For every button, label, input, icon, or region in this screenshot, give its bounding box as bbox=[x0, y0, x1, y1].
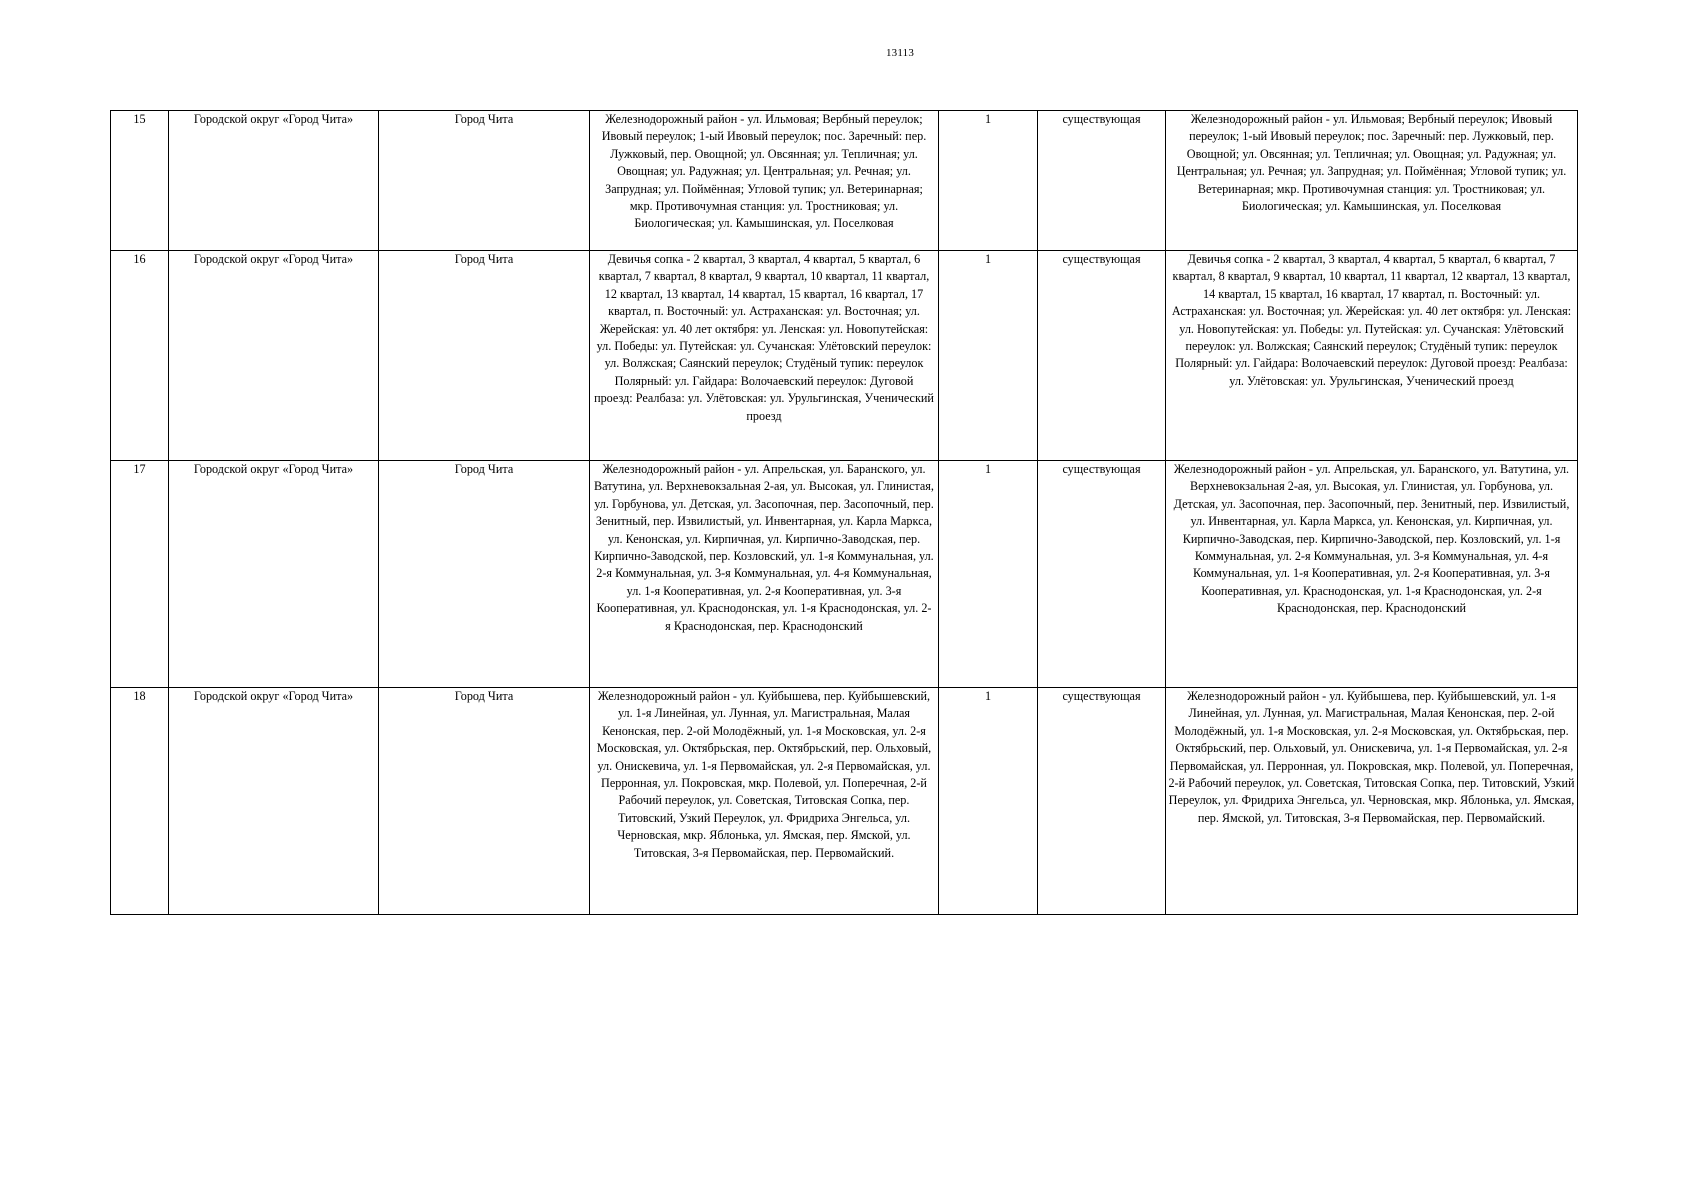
table-row bbox=[111, 111, 1578, 251]
status-cell: существующая bbox=[1038, 251, 1166, 461]
row-number: 17 bbox=[111, 461, 169, 688]
district-cell: Городской округ «Город Чита» bbox=[169, 688, 379, 915]
streets-result-cell: Железнодорожный район - ул. Апрельская, ул. Баранского, ул. Ватутина, ул. Верхневокзальная 2-ая, ул. Высокая, ул. Глинистая, ул. Горбунова, ул. Детская, ул. Засопочная, пер. Засопочный, пер. Зенитный, пер. Извилистый, ул. Инвентарная, ул. Карла Маркса, ул. Кенонская, ул. Кирпичная, ул. Кирпично-Заводская, пер. Кирпично-Заводской, пер. Козловский, ул. 1-я Коммунальная, ул. 2-я Коммунальная, ул. 3-я Коммунальная, ул. 4-я Коммунальная, ул. 1-я Кооперативная, ул. 2-я Кооперативная, ул. 3-я Кооперативная, ул. Краснодонская, ул. 1-я Краснодонская, ул. 2-я Краснодонская, пер. Краснодонский bbox=[1166, 461, 1578, 688]
count-cell: 1 bbox=[939, 688, 1038, 915]
district-cell: Городской округ «Город Чита» bbox=[169, 461, 379, 688]
status-cell: существующая bbox=[1038, 688, 1166, 915]
settlement-cell: Город Чита bbox=[379, 688, 590, 915]
count-cell: 1 bbox=[939, 111, 1038, 251]
streets-cell: Девичья сопка - 2 квартал, 3 квартал, 4 квартал, 5 квартал, 6 квартал, 7 квартал, 8 квартал, 9 квартал, 10 квартал, 11 квартал, 12 квартал, 13 квартал, 14 квартал, 15 квартал, 16 квартал, 17 квартал, п. Восточный: ул. Астраханская: ул. Восточная; ул. Жерейская: ул. 40 лет октября: ул. Ленская: ул. Новопутейская: ул. Победы: ул. Путейская: ул. Сучанская: Улётовский переулок: ул. Волжская; Саянский переулок; Студёный тупик: переулок Полярный: ул. Гайдара: Волочаевский переулок: Дуговой проезд: Реалбаза: ул. Улётовская: ул. Урульгинская, Ученический проезд bbox=[590, 251, 939, 461]
row-number: 15 bbox=[111, 111, 169, 251]
row-number: 18 bbox=[111, 688, 169, 915]
page-number: 13113 bbox=[885, 47, 915, 59]
district-cell: Городской округ «Город Чита» bbox=[169, 111, 379, 251]
table-row bbox=[111, 461, 1578, 688]
district-cell: Городской округ «Город Чита» bbox=[169, 251, 379, 461]
settlement-cell: Город Чита bbox=[379, 111, 590, 251]
streets-table bbox=[110, 110, 1578, 915]
table-row bbox=[111, 688, 1578, 915]
table-row bbox=[111, 251, 1578, 461]
streets-cell: Железнодорожный район - ул. Апрельская, ул. Баранского, ул. Ватутина, ул. Верхневокзальная 2-ая, ул. Высокая, ул. Глинистая, ул. Горбунова, ул. Детская, ул. Засопочная, пер. Засопочный, пер. Зенитный, пер. Извилистый, ул. Инвентарная, ул. Карла Маркса, ул. Кенонская, ул. Кирпичная, ул. Кирпично-Заводская, пер. Кирпично-Заводской, пер. Козловский, ул. 1-я Коммунальная, ул. 2-я Коммунальная, ул. 3-я Коммунальная, ул. 4-я Коммунальная, ул. 1-я Кооперативная, ул. 2-я Кооперативная, ул. 3-я Кооперативная, ул. Краснодонская, ул. 1-я Краснодонская, ул. 2-я Краснодонская, пер. Краснодонский bbox=[590, 461, 939, 688]
streets-result-cell: Железнодорожный район - ул. Ильмовая; Вербный переулок; Ивовый переулок; 1-ый Ивовый переулок; пос. Заречный: пер. Лужковый, пер. Овощной; ул. Овсянная; ул. Тепличная; ул. Овощная; ул. Радужная; ул. Центральная; ул. Речная; ул. Запрудная; ул. Поймённая; Угловой тупик; ул. Ветеринарная; мкр. Противочумная станция: ул. Тростниковая; ул. Биологическая; ул. Камышинская, ул. Поселковая bbox=[1166, 111, 1578, 251]
count-cell: 1 bbox=[939, 251, 1038, 461]
count-cell: 1 bbox=[939, 461, 1038, 688]
settlement-cell: Город Чита bbox=[379, 461, 590, 688]
status-cell: существующая bbox=[1038, 111, 1166, 251]
streets-cell: Железнодорожный район - ул. Ильмовая; Вербный переулок; Ивовый переулок; 1-ый Ивовый переулок; пос. Заречный: пер. Лужковый, пер. Овощной; ул. Овсянная; ул. Тепличная; ул. Овощная; ул. Радужная; ул. Центральная; ул. Речная; ул. Запрудная; ул. Поймённая; Угловой тупик; ул. Ветеринарная; мкр. Противочумная станция: ул. Тростниковая; ул. Биологическая; ул. Камышинская, ул. Поселковая bbox=[590, 111, 939, 251]
status-cell: существующая bbox=[1038, 461, 1166, 688]
streets-result-cell: Девичья сопка - 2 квартал, 3 квартал, 4 квартал, 5 квартал, 6 квартал, 7 квартал, 8 квартал, 9 квартал, 10 квартал, 11 квартал, 12 квартал, 13 квартал, 14 квартал, 15 квартал, 16 квартал, 17 квартал, п. Восточный: ул. Астраханская: ул. Восточная; ул. Жерейская: ул. 40 лет октября: ул. Ленская: ул. Новопутейская: ул. Победы: ул. Путейская: ул. Сучанская: Улётовский переулок: ул. Волжская; Саянский переулок; Студёный тупик: переулок Полярный: ул. Гайдара: Волочаевский переулок: Дуговой проезд: Реалбаза: ул. Улётовская: ул. Урульгинская, Ученический проезд bbox=[1166, 251, 1578, 461]
settlement-cell: Город Чита bbox=[379, 251, 590, 461]
streets-result-cell: Железнодорожный район - ул. Куйбышева, пер. Куйбышевский, ул. 1-я Линейная, ул. Лунная, ул. Магистральная, Малая Кенонская, пер. 2-ой Молодёжный, ул. 1-я Московская, ул. 2-я Московская, ул. Октябрьская, пер. Октябрьский, пер. Ольховый, ул. Онискевича, ул. 1-я Первомайская, ул. 2-я Первомайская, ул. Перронная, ул. Покровская, мкр. Полевой, ул. Поперечная, 2-й Рабочий переулок, ул. Советская, Титовская Сопка, пер. Титовский, Узкий Переулок, ул. Фридриха Энгельса, ул. Черновская, мкр. Яблонька, ул. Ямская, пер. Ямской, ул. Титовская, 3-я Первомайская, пер. Первомайский. bbox=[1166, 688, 1578, 915]
streets-cell: Железнодорожный район - ул. Куйбышева, пер. Куйбышевский, ул. 1-я Линейная, ул. Лунная, ул. Магистральная, Малая Кенонская, пер. 2-ой Молодёжный, ул. 1-я Московская, ул. 2-я Московская, ул. Октябрьская, пер. Октябрьский, пер. Ольховый, ул. Онискевича, ул. 1-я Первомайская, ул. 2-я Первомайская, ул. Перронная, ул. Покровская, мкр. Полевой, ул. Поперечная, 2-й Рабочий переулок, ул. Советская, Титовская Сопка, пер. Титовский, Узкий Переулок, ул. Фридриха Энгельса, ул. Черновская, мкр. Яблонька, ул. Ямская, пер. Ямской, ул. Титовская, 3-я Первомайская, пер. Первомайский. bbox=[590, 688, 939, 915]
row-number: 16 bbox=[111, 251, 169, 461]
